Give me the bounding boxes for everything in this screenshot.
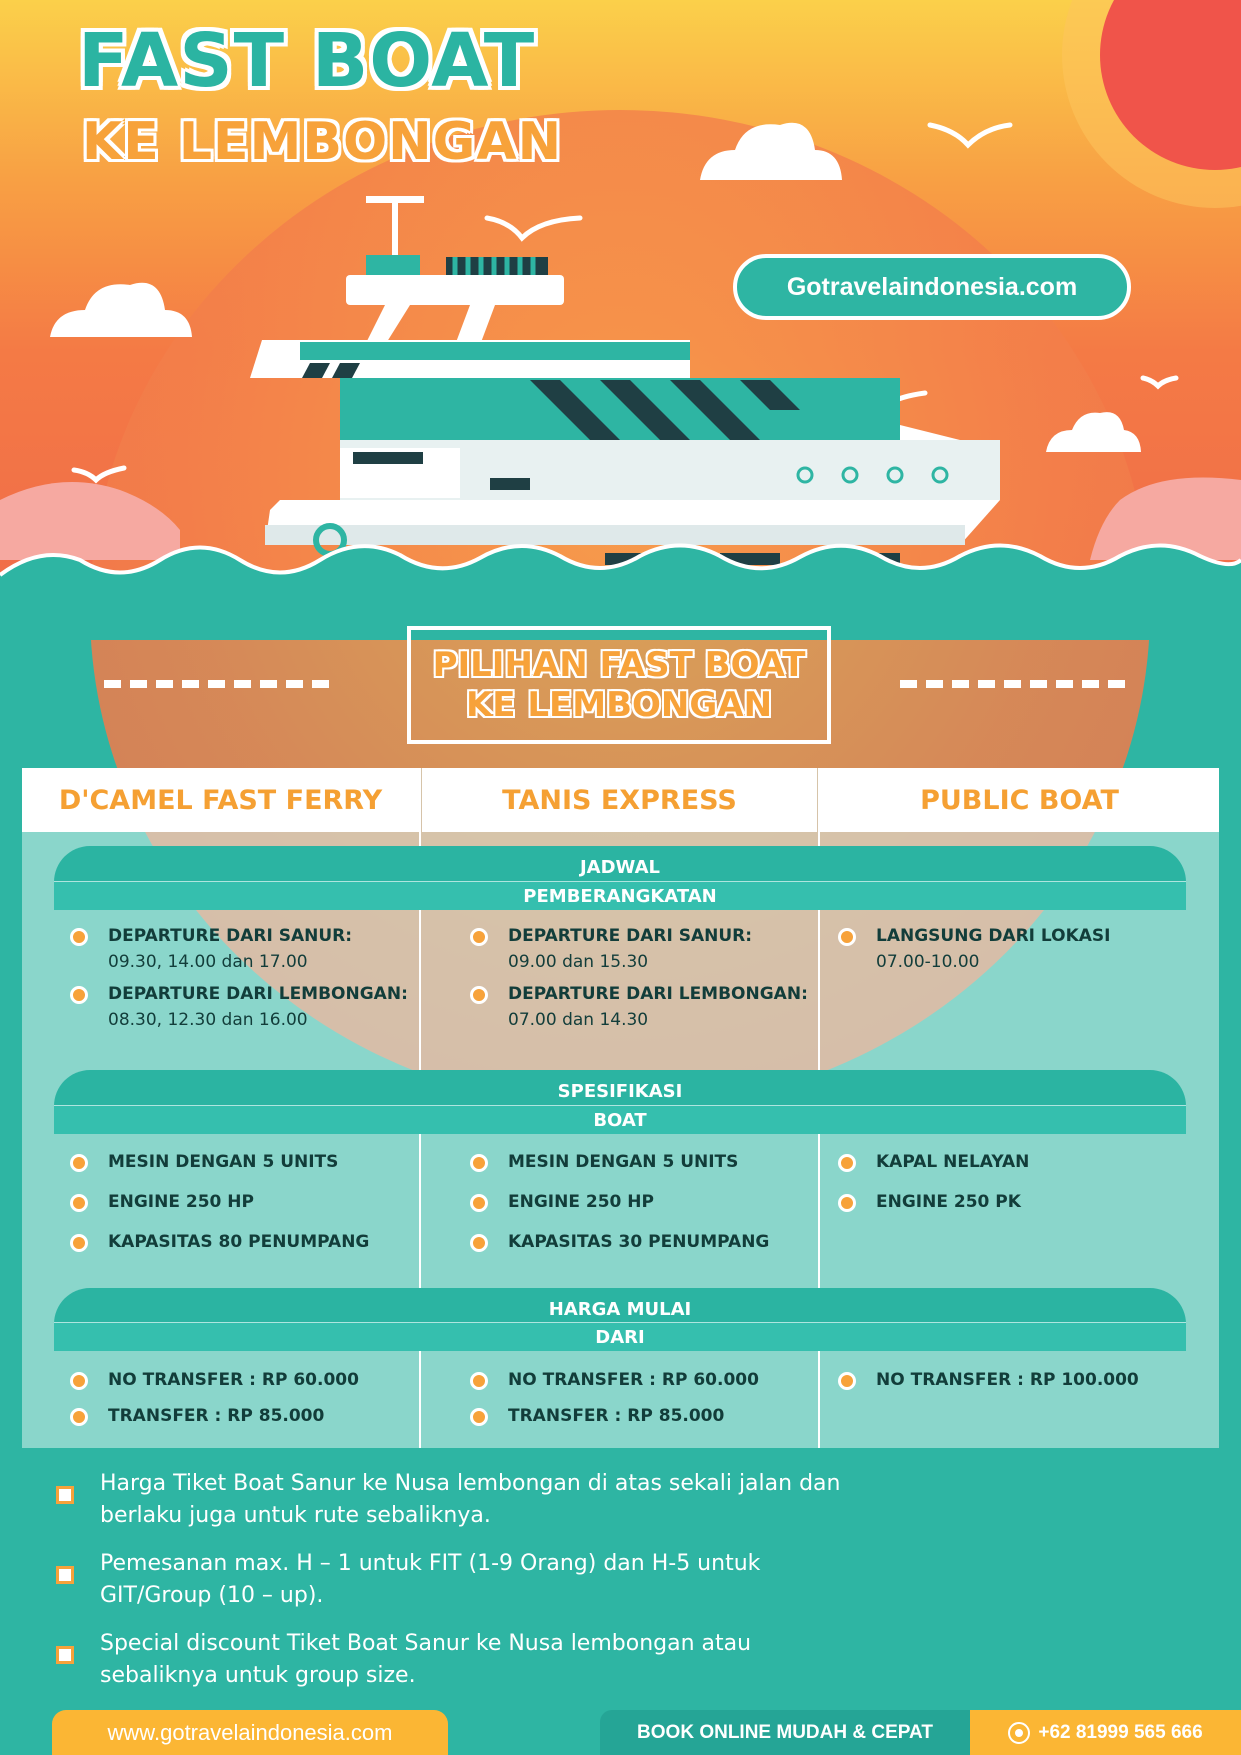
band-jadwal-top: JADWAL — [54, 846, 1186, 882]
section-title-line2: KE LEMBONGAN — [465, 685, 773, 725]
bullet-icon — [70, 928, 88, 946]
divider-left — [104, 680, 337, 688]
page-subtitle: KE LEMBONGAN — [82, 112, 563, 172]
band-spesifikasi-bottom: BOAT — [54, 1105, 1186, 1134]
divider-right — [900, 680, 1133, 688]
list-item: DEPARTURE DARI SANUR: 09.00 dan 15.30 — [470, 926, 810, 972]
bullet-icon — [70, 1234, 88, 1252]
bullet-icon — [70, 986, 88, 1004]
price-cell-public — [838, 1370, 1208, 1402]
band-harga-top: HARGA MULAI — [54, 1288, 1186, 1324]
list-item: KAPASITAS 80 PENUMPANG — [70, 1232, 410, 1252]
section-title-line1: PILIHAN FAST BOAT — [432, 645, 806, 685]
band-jadwal-bottom: PEMBERANGKATAN — [54, 881, 1186, 910]
footer-book-online[interactable]: BOOK ONLINE MUDAH & CEPAT — [600, 1710, 970, 1755]
list-item: MESIN DENGAN 5 UNITS — [470, 1152, 810, 1172]
list-item: DEPARTURE DARI SANUR: 09.30, 14.00 dan 17.00 — [70, 926, 410, 972]
list-item: TRANSFER : RP 85.000 — [470, 1406, 810, 1426]
bullet-icon — [470, 1234, 488, 1252]
bullet-icon — [838, 1372, 856, 1390]
bullet-icon — [70, 1194, 88, 1212]
bullet-icon — [838, 928, 856, 946]
note-item: Pemesanan max. H – 1 untuk FIT (1-9 Orang) dan H-5 untuk GIT/Group (10 – up). — [56, 1548, 860, 1612]
bullet-icon — [470, 928, 488, 946]
price-cell-tanis — [470, 1370, 810, 1438]
bullet-icon — [470, 1408, 488, 1426]
schedule-cell-dcamel — [70, 926, 410, 1042]
bullet-icon — [470, 1194, 488, 1212]
website-badge[interactable]: Gotravelaindonesia.com — [733, 254, 1131, 320]
price-cell-dcamel — [70, 1370, 410, 1438]
specs-cell-dcamel — [70, 1152, 410, 1264]
band-harga-bottom: DARI — [54, 1322, 1186, 1351]
bullet-icon — [70, 1408, 88, 1426]
bullet-square-icon — [56, 1566, 74, 1584]
bullet-icon — [470, 1372, 488, 1390]
bullet-square-icon — [56, 1486, 74, 1504]
list-item: ENGINE 250 HP — [70, 1192, 410, 1212]
column-header-public: PUBLIC BOAT — [820, 768, 1219, 832]
list-item: DEPARTURE DARI LEMBONGAN: 08.30, 12.30 dan 16.00 — [70, 984, 410, 1030]
list-item: MESIN DENGAN 5 UNITS — [70, 1152, 410, 1172]
specs-cell-tanis — [470, 1152, 810, 1264]
list-item: NO TRANSFER : RP 60.000 — [70, 1370, 410, 1390]
list-item: KAPAL NELAYAN — [838, 1152, 1208, 1172]
list-item: NO TRANSFER : RP 60.000 — [470, 1370, 810, 1390]
list-item: DEPARTURE DARI LEMBONGAN: 07.00 dan 14.30 — [470, 984, 810, 1030]
list-item: NO TRANSFER : RP 100.000 — [838, 1370, 1208, 1390]
schedule-cell-public — [838, 926, 1208, 984]
section-title-box — [407, 626, 831, 744]
footer-whatsapp[interactable] — [970, 1710, 1241, 1755]
note-item: Harga Tiket Boat Sanur ke Nusa lembongan di atas sekali jalan dan berlaku juga untuk rute sebaliknya. — [56, 1468, 860, 1532]
whatsapp-icon — [1008, 1722, 1030, 1744]
column-header-tanis: TANIS EXPRESS — [422, 768, 817, 832]
footer-phone: +62 81999 565 666 — [1038, 1721, 1203, 1743]
bullet-square-icon — [56, 1646, 74, 1664]
list-item: LANGSUNG DARI LOKASI 07.00-10.00 — [838, 926, 1208, 972]
list-item: TRANSFER : RP 85.000 — [70, 1406, 410, 1426]
page-title: FAST BOAT — [78, 18, 536, 104]
footer-website-link[interactable]: www.gotravelaindonesia.com — [52, 1710, 448, 1755]
list-item: ENGINE 250 PK — [838, 1192, 1208, 1212]
bullet-icon — [838, 1154, 856, 1172]
specs-cell-public — [838, 1152, 1208, 1224]
bullet-icon — [70, 1154, 88, 1172]
note-item: Special discount Tiket Boat Sanur ke Nusa lembongan atau sebaliknya untuk group size. — [56, 1628, 860, 1692]
bullet-icon — [838, 1194, 856, 1212]
schedule-cell-tanis — [470, 926, 810, 1042]
bullet-icon — [70, 1372, 88, 1390]
bullet-icon — [470, 1154, 488, 1172]
band-spesifikasi-top: SPESIFIKASI — [54, 1070, 1186, 1106]
list-item: ENGINE 250 HP — [470, 1192, 810, 1212]
bullet-icon — [470, 986, 488, 1004]
fast-boat-illustration — [250, 196, 1000, 565]
column-header-dcamel: D'CAMEL FAST FERRY — [22, 768, 419, 832]
list-item: KAPASITAS 30 PENUMPANG — [470, 1232, 810, 1252]
